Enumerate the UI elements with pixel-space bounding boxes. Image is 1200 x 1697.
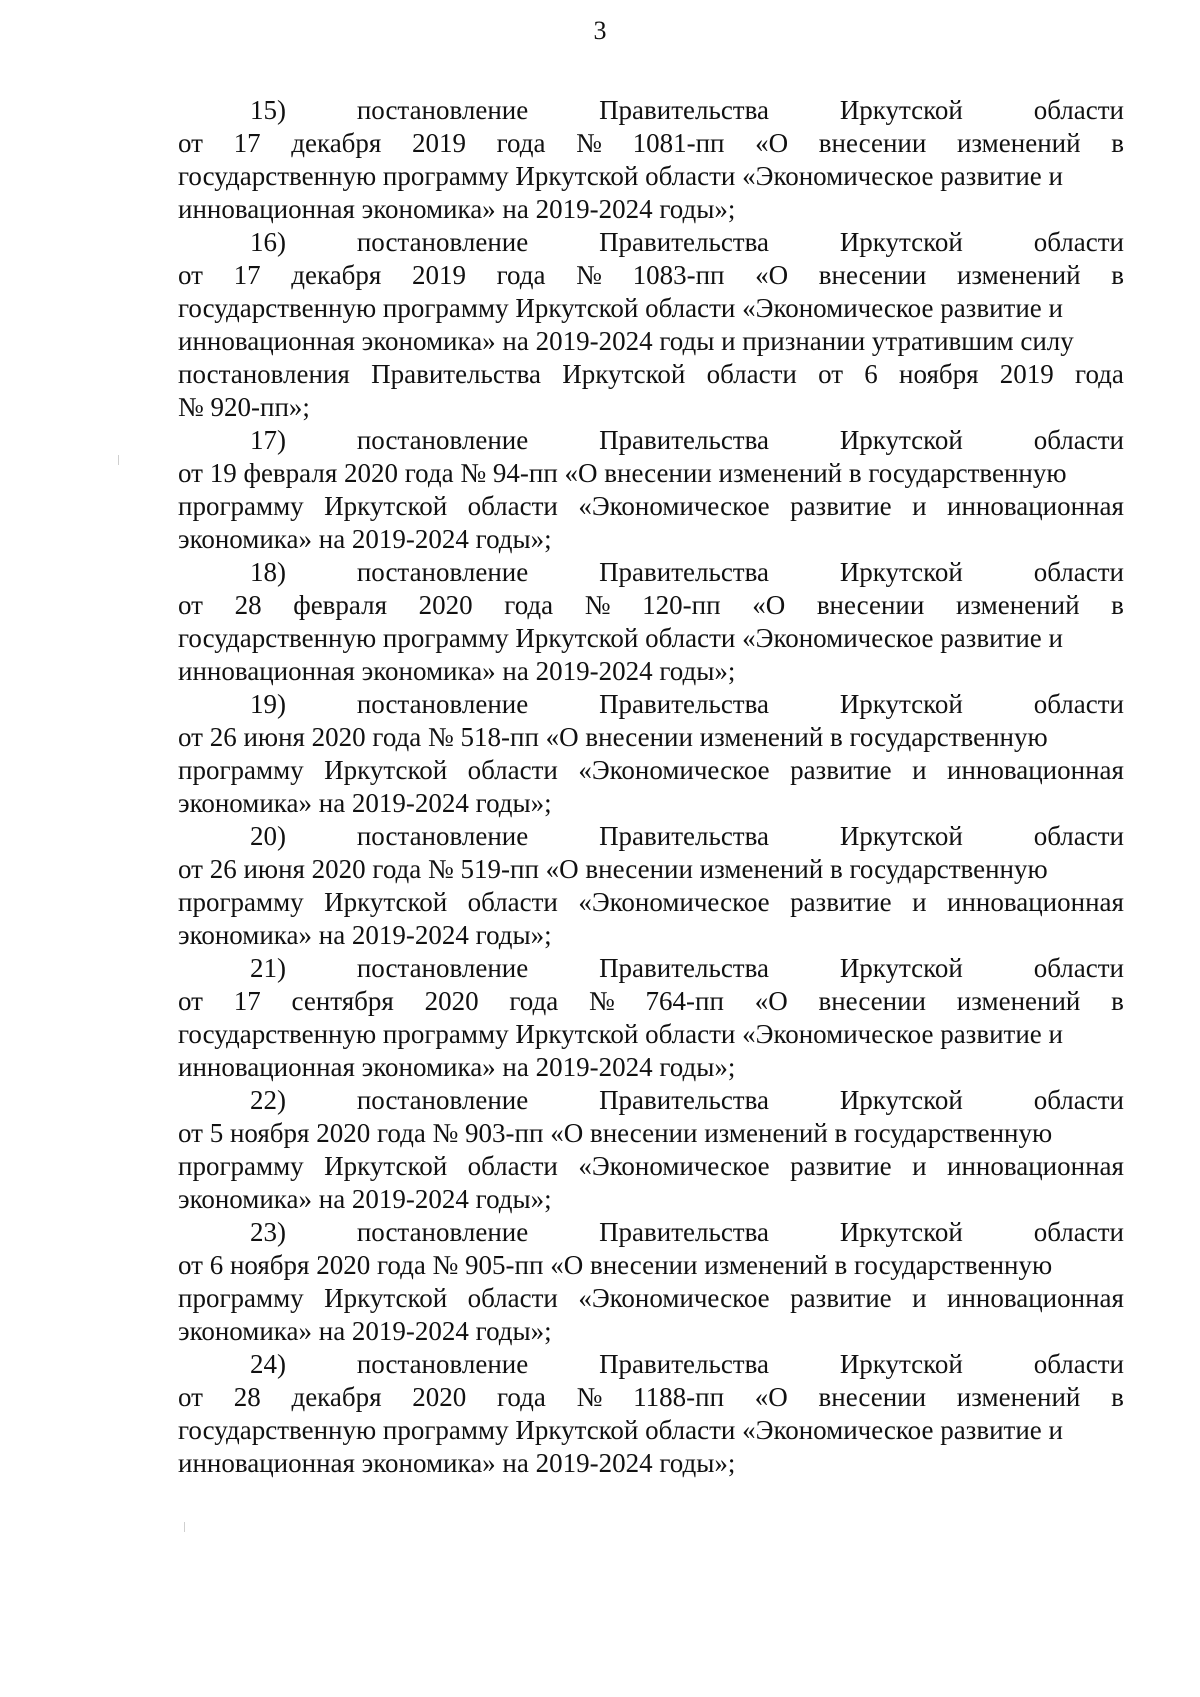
word: программу [178,1151,304,1181]
word: постановление [356,227,529,257]
word: Иркутской [839,1085,963,1115]
word: изменений [955,590,1080,620]
word: области [1033,425,1124,455]
text-line: № 920-пп»; [178,392,310,422]
word: развитие [790,491,892,521]
word: постановление [356,557,529,587]
text-line: государственную программу Иркутской области «Экономическое развитие и [178,293,1063,323]
word: февраля [293,590,388,620]
text-line [178,1381,1124,1414]
list-item-number-line [178,952,1124,985]
word: постановление [356,689,529,719]
word: постановление [356,1085,529,1115]
text-line [178,1150,1124,1183]
text-line: от 19 февраля 2020 года № 94-пп «О внесении изменений в государственную [178,458,1067,488]
word: года [496,260,546,290]
text-line: инновационная экономика» на 2019-2024 годы»; [178,656,736,686]
word: «О [754,1382,788,1412]
text-line [178,589,1124,622]
word: года [1075,359,1124,389]
word: от [178,986,203,1016]
word: и [912,1283,927,1313]
word: года [509,986,559,1016]
word: Иркутской [839,557,963,587]
word: 2020 [424,986,479,1016]
word: инновационная [947,755,1124,785]
word: области [1033,557,1124,587]
word: развитие [790,755,892,785]
word: области [1033,95,1124,125]
word: года [496,128,546,158]
word: области [1033,227,1124,257]
word: «О [755,128,789,158]
word: 2019 [412,260,466,290]
text-line: экономика» на 2019-2024 годы»; [178,788,552,818]
word: изменений [956,1382,1081,1412]
list-item-number-line [178,1216,1124,1249]
word: Иркутской [324,1283,448,1313]
word: Иркутской [839,821,963,851]
word: Правительства [599,953,769,983]
word: внесении [818,128,927,158]
text-line: инновационная экономика» на 2019-2024 годы»; [178,194,736,224]
word: области [467,1151,558,1181]
list-item-number-line [178,1084,1124,1117]
word: № [576,1382,603,1412]
text-line [178,358,1124,391]
text-line: государственную программу Иркутской области «Экономическое развитие и [178,161,1063,191]
word: декабря [291,128,382,158]
list-item-number-line [178,424,1124,457]
document-body [178,94,1124,1480]
word: 1188-пп [633,1382,725,1412]
word: в [1111,590,1124,620]
word: «Экономическое [578,1151,770,1181]
word: в [1111,986,1124,1016]
word: инновационная [947,887,1124,917]
word: постановление [356,821,529,851]
word: декабря [291,1382,382,1412]
text-line: инновационная экономика» на 2019-2024 годы»; [178,1052,736,1082]
word: 24) [250,1349,286,1379]
text-line: государственную программу Иркутской области «Экономическое развитие и [178,1019,1063,1049]
list-item [178,820,1124,952]
word: Правительства [599,425,769,455]
word: развитие [790,887,892,917]
word: от [818,359,844,389]
word: 17 [233,260,261,290]
word: внесении [818,260,927,290]
word: 19) [250,689,286,719]
scan-speck [184,1522,185,1532]
word: постановления [178,359,350,389]
word: программу [178,491,304,521]
word: 1081-пп [632,128,725,158]
word: Иркутской [324,1151,448,1181]
word: 28 [233,1382,261,1412]
word: области [467,1283,558,1313]
word: № [576,260,602,290]
word: сентября [291,986,394,1016]
word: «Экономическое [578,887,770,917]
word: «Экономическое [578,1283,770,1313]
word: «О [752,590,786,620]
word: области [1033,953,1124,983]
word: 2020 [418,590,473,620]
word: Иркутской [562,359,686,389]
text-line: экономика» на 2019-2024 годы»; [178,920,552,950]
word: развитие [790,1283,892,1313]
word: внесении [816,590,925,620]
text-line: экономика» на 2019-2024 годы»; [178,1184,552,1214]
list-item [178,1348,1124,1480]
word: 23) [250,1217,286,1247]
word: «Экономическое [578,755,770,785]
word: изменений [956,260,1081,290]
word: Иркутской [839,95,963,125]
word: области [706,359,797,389]
list-item-number-line [178,820,1124,853]
word: 2019 [999,359,1054,389]
word: программу [178,755,304,785]
word: «О [754,986,788,1016]
word: Правительства [371,359,542,389]
list-item [178,1216,1124,1348]
word: 2020 [412,1382,467,1412]
word: 120-пп [642,590,721,620]
word: 1083-пп [632,260,725,290]
text-line [178,886,1124,919]
text-line [178,490,1124,523]
word: области [467,887,558,917]
text-line: экономика» на 2019-2024 годы»; [178,1316,552,1346]
word: «Экономическое [578,491,770,521]
list-item [178,424,1124,556]
word: области [467,491,558,521]
text-line: государственную программу Иркутской области «Экономическое развитие и [178,623,1063,653]
word: программу [178,1283,304,1313]
word: Иркутской [324,491,448,521]
word: в [1111,128,1124,158]
word: и [912,1151,927,1181]
word: Правительства [599,689,769,719]
word: 18) [250,557,286,587]
word: инновационная [947,1151,1124,1181]
list-item [178,1084,1124,1216]
text-line: инновационная экономика» на 2019-2024 годы»; [178,1448,736,1478]
word: Правительства [599,95,769,125]
word: Иркутской [324,887,448,917]
word: Правительства [599,1085,769,1115]
word: в [1111,260,1124,290]
word: области [1033,689,1124,719]
list-item [178,94,1124,226]
word: постановление [356,425,529,455]
word: постановление [356,95,529,125]
word: № [584,590,611,620]
word: 764-пп [645,986,724,1016]
page-number: 3 [593,16,607,45]
word: «О [755,260,789,290]
text-line [178,259,1124,292]
word: от [178,128,203,158]
word: области [467,755,558,785]
word: Иркутской [324,755,448,785]
word: ноября [899,359,979,389]
word: Правительства [599,227,769,257]
word: постановление [356,1217,529,1247]
word: года [497,1382,546,1412]
text-line: экономика» на 2019-2024 годы»; [178,524,552,554]
list-item [178,556,1124,688]
text-line: инновационная экономика» на 2019-2024 годы и признании утратившим силу [178,326,1074,356]
word: от [178,260,203,290]
word: области [1033,821,1124,851]
word: Иркутской [839,425,963,455]
list-item-number-line [178,1348,1124,1381]
list-item [178,226,1124,424]
word: и [912,887,927,917]
word: 2019 [412,128,466,158]
word: Правительства [599,557,769,587]
word: года [504,590,554,620]
text-line: государственную программу Иркутской области «Экономическое развитие и [178,1415,1063,1445]
text-line [178,127,1124,160]
word: от [178,1382,203,1412]
word: инновационная [947,491,1124,521]
word: № [588,986,615,1016]
word: области [1033,1217,1124,1247]
word: Иркутской [839,1349,963,1379]
word: внесении [818,1382,927,1412]
text-line: от 26 июня 2020 года № 519-пп «О внесении изменений в государственную [178,854,1048,884]
word: 20) [250,821,286,851]
word: 28 [234,590,262,620]
word: Иркутской [839,953,963,983]
word: изменений [956,986,1081,1016]
word: 16) [250,227,286,257]
word: развитие [790,1151,892,1181]
word: Иркутской [839,689,963,719]
word: в [1111,1382,1124,1412]
word: Правительства [599,821,769,851]
word: и [912,755,927,785]
text-line: от 5 ноября 2020 года № 903-пп «О внесении изменений в государственную [178,1118,1053,1148]
word: № [576,128,602,158]
word: 6 [864,359,878,389]
word: и [912,491,927,521]
word: 17 [233,128,261,158]
text-line [178,1282,1124,1315]
word: Правительства [599,1217,769,1247]
word: постановление [356,953,529,983]
list-item [178,688,1124,820]
word: от [178,590,203,620]
word: 17) [250,425,286,455]
list-item-number-line [178,94,1124,127]
text-line [178,985,1124,1018]
scan-speck [118,455,119,465]
word: Правительства [599,1349,769,1379]
word: постановление [356,1349,529,1379]
word: 15) [250,95,286,125]
list-item-number-line [178,688,1124,721]
word: инновационная [947,1283,1124,1313]
word: изменений [956,128,1081,158]
word: Иркутской [839,227,963,257]
word: внесении [818,986,926,1016]
word: области [1033,1085,1124,1115]
list-item-number-line [178,226,1124,259]
word: программу [178,887,304,917]
word: 21) [250,953,286,983]
word: Иркутской [839,1217,963,1247]
text-line [178,754,1124,787]
list-item-number-line [178,556,1124,589]
word: 22) [250,1085,286,1115]
text-line: от 6 ноября 2020 года № 905-пп «О внесении изменений в государственную [178,1250,1053,1280]
text-line: от 26 июня 2020 года № 518-пп «О внесении изменений в государственную [178,722,1048,752]
word: области [1033,1349,1124,1379]
word: декабря [291,260,382,290]
list-item [178,952,1124,1084]
word: 17 [233,986,261,1016]
